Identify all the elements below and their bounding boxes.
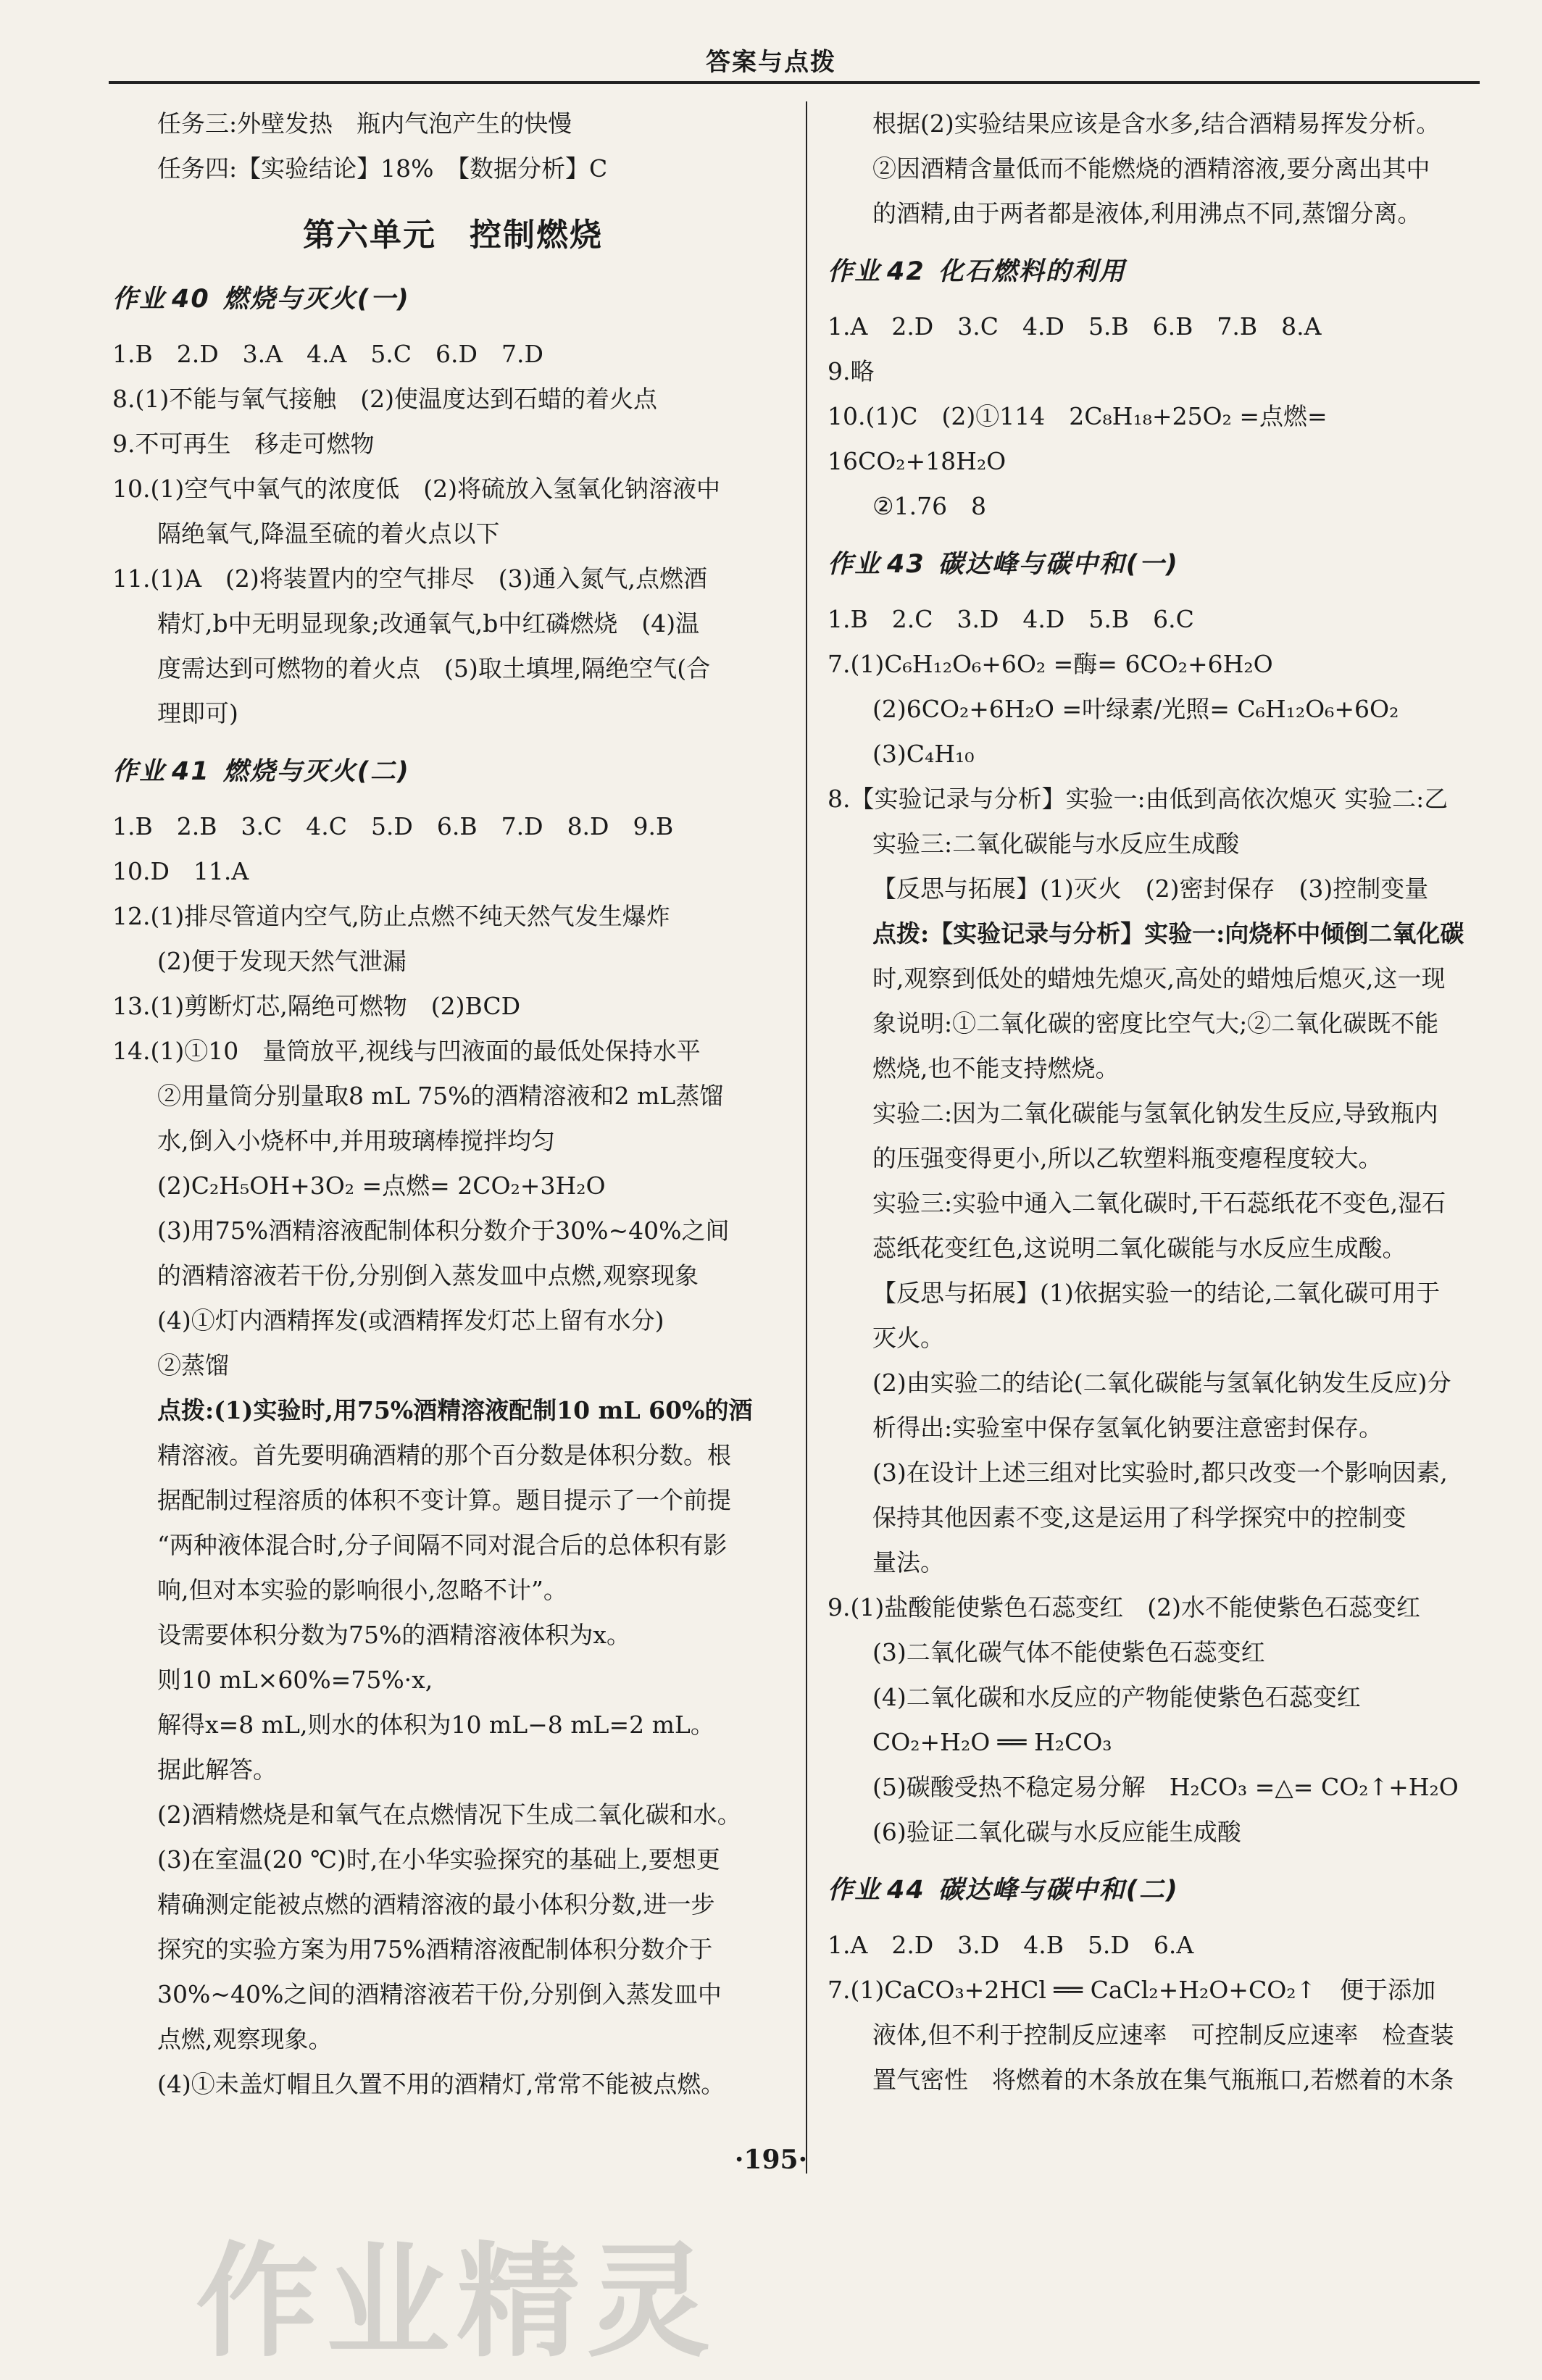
task4-line: 任务四:【实验结论】18% 【数据分析】C [157, 154, 608, 183]
hw-number: 43 [887, 550, 925, 579]
watermark: 作业精灵 [196, 2231, 718, 2374]
hint-line: 析得出:实验室中保存氢氧化钠要注意密封保存。 [872, 1414, 1383, 1442]
hw-number: 41 [172, 757, 210, 786]
answer-line: (2)便于发现天然气泄漏 [157, 947, 407, 975]
hint-line: 【反思与拓展】(1)依据实验一的结论,二氧化碳可用于 [872, 1279, 1441, 1307]
hint-line: 实验三:实验中通入二氧化碳时,干石蕊纸花不变色,湿石 [872, 1189, 1446, 1217]
hint-line: (2)酒精燃烧是和氧气在点燃情况下生成二氧化碳和水。 [157, 1800, 741, 1829]
answer-line: 10.D 11.A [112, 857, 249, 885]
answer-line: (6)验证二氧化碳与水反应能生成酸 [872, 1818, 1241, 1846]
hw-label: 作业 [828, 257, 882, 286]
hint-line: 量法。 [872, 1548, 944, 1577]
answer-line: 液体,但不利于控制反应速率 可控制反应速率 检查装 [872, 2021, 1454, 2049]
answer-line: (3)用75%酒精溶液配制体积分数介于30%~40%之间 [157, 1216, 730, 1245]
answer-line: 1.B 2.D 3.A 4.A 5.C 6.D 7.D [112, 340, 543, 368]
hint-line: 实验二:因为二氧化碳能与氢氧化钠发生反应,导致瓶内 [872, 1099, 1438, 1127]
answer-line: (4)二氧化碳和水反应的产物能使紫色石蕊变红 [872, 1683, 1361, 1711]
hint-line: 精确测定能被点燃的酒精溶液的最小体积分数,进一步 [157, 1890, 715, 1918]
hw-name: 燃烧与灭火(二) [222, 757, 410, 786]
hint-line: 象说明:①二氧化碳的密度比空气大;②二氧化碳既不能 [872, 1009, 1439, 1037]
hint-line: (4)①未盖灯帽且久置不用的酒精灯,常常不能被点燃。 [157, 2070, 725, 2098]
answer-line: 1.A 2.D 3.C 4.D 5.B 6.B 7.B 8.A [828, 312, 1322, 341]
hw-name: 燃烧与灭火(一) [222, 285, 410, 314]
answer-line: ②用量筒分别量取8 mL 75%的酒精溶液和2 mL蒸馏 [157, 1082, 724, 1110]
hw-name: 化石燃料的利用 [938, 257, 1126, 286]
hint-line: 解得x=8 mL,则水的体积为10 mL−8 mL=2 mL。 [157, 1711, 714, 1739]
unit-title: 第六单元 控制燃烧 [303, 217, 603, 254]
hw-label: 作业 [112, 757, 167, 786]
hint-line: 响,但对本实验的影响很小,忽略不计”。 [157, 1576, 567, 1604]
task3-line: 任务三:外壁发热 瓶内气泡产生的快慢 [157, 109, 572, 138]
hw40-title [112, 277, 793, 322]
hw-number: 44 [887, 1876, 925, 1905]
answer-line: 的酒精溶液若干份,分别倒入蒸发皿中点燃,观察现象 [157, 1261, 699, 1290]
hint-line: 30%~40%之间的酒精溶液若干份,分别倒入蒸发皿中 [157, 1980, 722, 2008]
column-divider [806, 101, 807, 2174]
answer-line: 度需达到可燃物的着火点 (5)取土填埋,隔绝空气(合 [157, 654, 711, 682]
hint-line: 据配制过程溶质的体积不变计算。题目提示了一个前提 [157, 1486, 731, 1514]
equation-line: 7.(1)CaCO₃+2HCl ══ CaCl₂+H₂O+CO₂↑ 便于添加 [828, 1976, 1436, 2004]
answer-line: 12.(1)排尽管道内空气,防止点燃不纯天然气发生爆炸 [112, 902, 670, 930]
answer-line: 9.略 [828, 357, 875, 385]
equation-line: (2)6CO₂+6H₂O =叶绿素/光照= C₆H₁₂O₆+6O₂ [872, 695, 1399, 723]
answer-line: (3)C₄H₁₀ [872, 740, 975, 768]
page-header-title: 答案与点拨 [706, 48, 836, 77]
answer-line: 14.(1)①10 量筒放平,视线与凹液面的最低处保持水平 [112, 1037, 701, 1065]
equation-line: 7.(1)C₆H₁₂O₆+6O₂ =酶= 6CO₂+6H₂O [828, 650, 1273, 678]
answer-line: 精灯,b中无明显现象;改通氧气,b中红磷燃烧 (4)温 [157, 609, 700, 638]
answer-line: 8.【实验记录与分析】实验一:由低到高依次熄灭 实验二:乙 [828, 785, 1449, 813]
hw-label: 作业 [828, 1876, 882, 1905]
answer-line: (4)①灯内酒精挥发(或酒精挥发灯芯上留有水分) [157, 1306, 664, 1335]
hw41-title [112, 749, 793, 794]
answer-line: 9.不可再生 移走可燃物 [112, 430, 375, 458]
answer-line: 置气密性 将燃着的木条放在集气瓶瓶口,若燃着的木条 [872, 2066, 1454, 2094]
answer-line: 1.B 2.B 3.C 4.C 5.D 6.B 7.D 8.D 9.B [112, 812, 674, 840]
hw43-title [828, 542, 1498, 587]
hint-line: 精溶液。首先要明确酒精的那个百分数是体积分数。根 [157, 1441, 731, 1469]
answer-line: ②蒸馏 [157, 1351, 229, 1379]
hw-number: 42 [887, 257, 925, 286]
hint-line: “两种液体混合时,分子间隔不同对混合后的总体积有影 [157, 1531, 728, 1559]
hw-label: 作业 [112, 285, 167, 314]
equation-line: CO₂+H₂O ══ H₂CO₃ [872, 1728, 1112, 1756]
answer-line: 根据(2)实验结果应该是含水多,结合酒精易挥发分析。 [872, 109, 1441, 138]
hint-line: (3)在设计上述三组对比实验时,都只改变一个影响因素, [872, 1458, 1448, 1487]
hint-line: 据此解答。 [157, 1755, 277, 1784]
hw42-title [828, 249, 1498, 294]
hw-name: 碳达峰与碳中和(二) [938, 1876, 1179, 1905]
hint-line: 灭火。 [872, 1324, 944, 1352]
header-rule [109, 81, 1480, 84]
answer-line: ②1.76 8 [872, 492, 987, 520]
equation-line: 10.(1)C (2)①114 2C₈H₁₈+25O₂ =点燃= 16CO₂+18H₂O [828, 402, 1328, 475]
answer-line: 理即可) [157, 699, 238, 727]
hint-line: (3)在室温(20 ℃)时,在小华实验探究的基础上,要想更 [157, 1845, 720, 1874]
equation-line: (2)C₂H₅OH+3O₂ =点燃= 2CO₂+3H₂O [157, 1172, 606, 1200]
answer-line: 1.B 2.C 3.D 4.D 5.B 6.C [828, 605, 1194, 633]
answer-line: 9.(1)盐酸能使紫色石蕊变红 (2)水不能使紫色石蕊变红 [828, 1593, 1420, 1621]
answer-line: 水,倒入小烧杯中,并用玻璃棒搅拌均匀 [157, 1127, 555, 1155]
hint-line: 的压强变得更小,所以乙软塑料瓶变瘪程度较大。 [872, 1144, 1383, 1172]
hint-line: 燃烧,也不能支持燃烧。 [872, 1054, 1120, 1082]
hint-line: 保持其他因素不变,这是运用了科学探究中的控制变 [872, 1503, 1406, 1532]
hint-line: 时,观察到低处的蜡烛先熄灭,高处的蜡烛后熄灭,这一现 [872, 964, 1446, 993]
answer-line: 隔绝氧气,降温至硫的着火点以下 [157, 519, 500, 548]
hint-line: 设需要体积分数为75%的酒精溶液体积为x。 [157, 1621, 630, 1649]
hw44-title [828, 1868, 1498, 1913]
hint-line: 点拨:【实验记录与分析】实验一:向烧杯中倾倒二氧化碳 [872, 919, 1464, 948]
answer-line: (3)二氧化碳气体不能使紫色石蕊变红 [872, 1638, 1265, 1666]
answer-line: 【反思与拓展】(1)灭火 (2)密封保存 (3)控制变量 [872, 874, 1429, 903]
hint-line: 探究的实验方案为用75%酒精溶液配制体积分数介于 [157, 1935, 713, 1963]
page-number: ·195· [734, 2145, 808, 2175]
hw-name: 碳达峰与碳中和(一) [938, 550, 1179, 579]
answer-line: 10.(1)空气中氧气的浓度低 (2)将硫放入氢氧化钠溶液中 [112, 475, 720, 503]
hint-line: 则10 mL×60%=75%·x, [157, 1666, 433, 1694]
answer-line: 11.(1)A (2)将装置内的空气排尽 (3)通入氮气,点燃酒 [112, 564, 708, 593]
answer-line: 8.(1)不能与氧气接触 (2)使温度达到石蜡的着火点 [112, 385, 657, 413]
hint-line: 点燃,观察现象。 [157, 2025, 333, 2053]
answer-line: 的酒精,由于两者都是液体,利用沸点不同,蒸馏分离。 [872, 199, 1422, 227]
right-column [828, 101, 1498, 2103]
hint-line: 蕊纸花变红色,这说明二氧化碳能与水反应生成酸。 [872, 1234, 1406, 1262]
hint-line: 点拨:(1)实验时,用75%酒精溶液配制10 mL 60%的酒 [157, 1396, 753, 1424]
equation-line: (5)碳酸受热不稳定易分解 H₂CO₃ =△= CO₂↑+H₂O [872, 1773, 1459, 1801]
answer-line: 13.(1)剪断灯芯,隔绝可燃物 (2)BCD [112, 992, 521, 1020]
hint-line: (2)由实验二的结论(二氧化碳能与氢氧化钠发生反应)分 [872, 1369, 1451, 1397]
answer-line: 1.A 2.D 3.D 4.B 5.D 6.A [828, 1931, 1194, 1959]
answer-line: 实验三:二氧化碳能与水反应生成酸 [872, 830, 1240, 858]
answer-line: ②因酒精含量低而不能燃烧的酒精溶液,要分离出其中 [872, 154, 1430, 183]
left-column [112, 101, 793, 2107]
hw-label: 作业 [828, 550, 882, 579]
hw-number: 40 [172, 285, 210, 314]
